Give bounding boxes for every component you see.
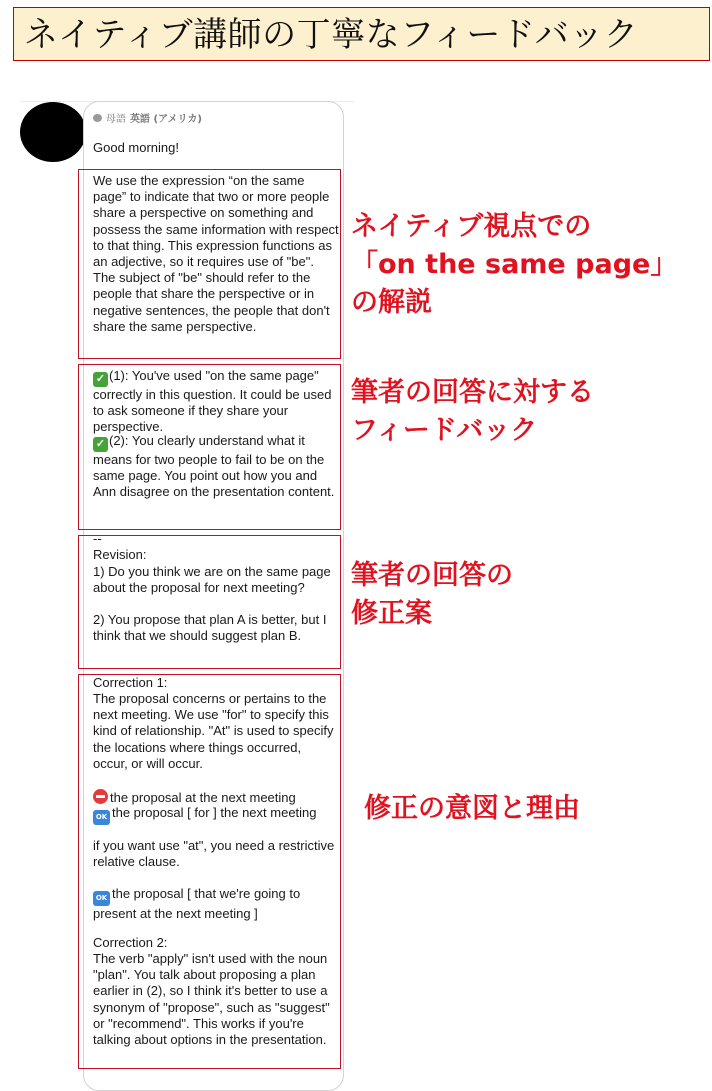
feedback-item-1 xyxy=(93,368,339,436)
relative-clause-note: if you want use "at", you need a restrictive relative clause. xyxy=(93,838,335,870)
feedback-1-text: (1): You've used "on the same page" correctly in this question. It could be used to ask someone if they share your perspective. xyxy=(93,368,332,435)
banner-title: ネイティブ講師の丁寧なフィードバック xyxy=(24,15,639,55)
example-right-text: the proposal [ for ] the next meeting xyxy=(112,805,317,820)
revision-item-2: 2) You propose that plan A is better, but I think that we should suggest plan B. xyxy=(93,612,327,644)
correction-2-body: The verb "apply" isn't used with the noun "plan". You talk about proposing a plan earlier in (2), so I think it's better to use a synonym of "propose", such as "suggest" or "recommend". This works if you're talking about options in the presentation. xyxy=(93,951,330,1048)
example-wrong xyxy=(93,789,339,806)
speech-bubble-icon xyxy=(93,114,102,122)
example-clause-text: the proposal [ that we're going to present at the next meeting ] xyxy=(93,886,301,921)
feedback-2-text: (2): You clearly understand what it means for two people to fail to be on the same page. You point out how you and Ann disagree on the presentation content. xyxy=(93,433,335,500)
feedback-item-2 xyxy=(93,433,339,501)
ok-icon: OK xyxy=(93,810,110,825)
correction-annotation: 修正の意図と理由 xyxy=(364,793,580,824)
correction-2-heading: Correction 2: xyxy=(93,935,168,950)
correction-1-body: The proposal concerns or pertains to the next meeting. We use "for" to specify this kind of relationship. "At" is used to specify the locations where things occurred, occur, or will occur. xyxy=(93,691,334,771)
native-language-name: 英語 (アメリカ) xyxy=(130,114,202,125)
native-language-label: 母語 xyxy=(106,114,126,125)
title-banner xyxy=(13,7,710,61)
correction-1-heading: Correction 1: xyxy=(93,675,168,690)
revision-item-1: 1) Do you think we are on the same page about the proposal for next meeting? xyxy=(93,564,331,596)
no-entry-icon xyxy=(93,789,108,804)
check-mark-icon: ✓ xyxy=(93,372,108,387)
native-language-row xyxy=(93,112,202,128)
revision-annotation: 筆者の回答の 修正案 xyxy=(351,560,513,629)
greeting-text: Good morning! xyxy=(93,140,179,155)
check-mark-icon: ✓ xyxy=(93,437,108,452)
example-clause xyxy=(93,886,339,922)
avatar[interactable] xyxy=(20,102,86,162)
example-wrong-text: the proposal at the next meeting xyxy=(110,790,296,805)
revision-heading: Revision: xyxy=(93,547,147,562)
revision-separator: -- xyxy=(93,531,102,546)
ok-icon: OK xyxy=(93,891,110,906)
feedback-annotation: 筆者の回答に対する フィードバック xyxy=(351,377,594,446)
explanation-annotation: ネイティブ視点での 「on the same page」 の解説 xyxy=(351,211,678,318)
example-right xyxy=(93,805,339,825)
explanation-text: We use the expression “on the same page” to indicate that two or more people share a perspective on something and possess the same information with respect to that thing. This expression functions as an adjective, so it requires use of "be". The subject of "be" should refer to the people that share the perspective or in negative sentences, the people that don't share the same perspective. xyxy=(93,173,339,334)
